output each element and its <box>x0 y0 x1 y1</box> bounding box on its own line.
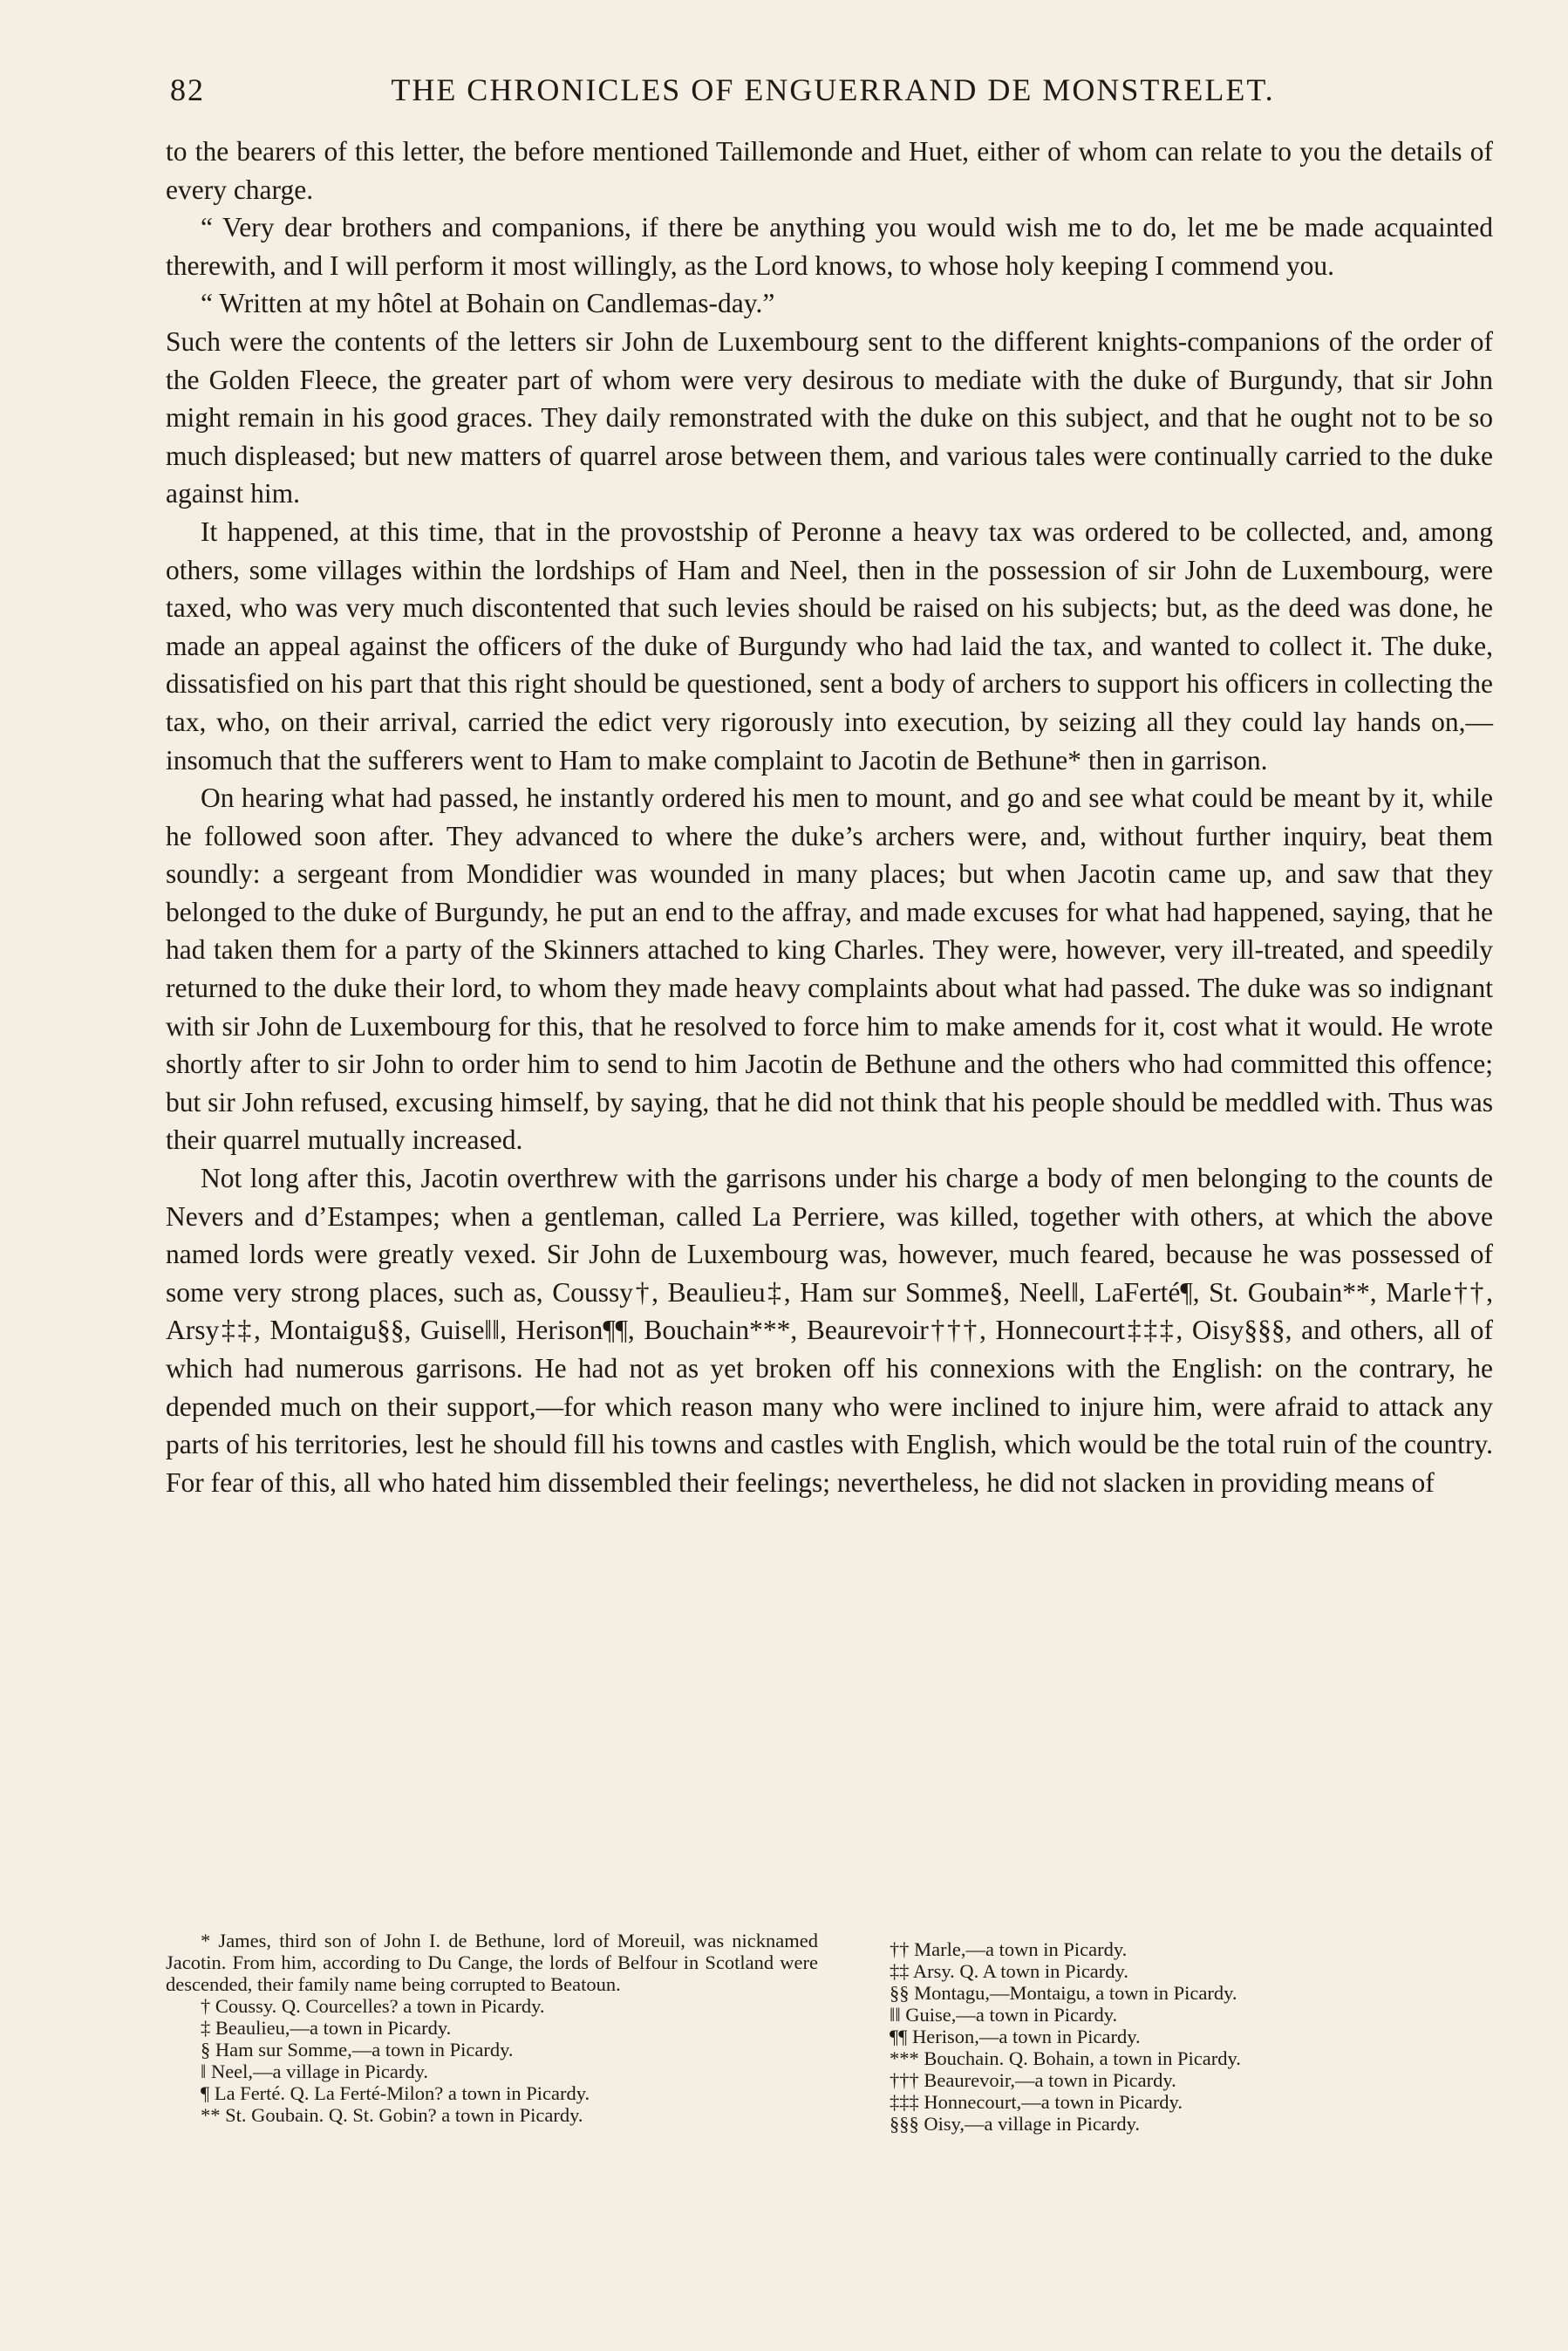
paragraph: It happened, at this time, that in the provostship of Peronne a heavy tax was ordered to be collected, and, among others, some villages within the lordships of Ham and Neel, then in the possession of sir John de Luxembourg, were taxed, who was very much discontented that such levies should be raised on his subjects; but, as the deed was done, he made an appeal against the officers of the duke of Burgundy who had laid the tax, and wanted to collect it. The duke, dissatisfied on his part that this right should be questioned, sent a body of archers to support his officers in collecting the tax, who, on their arrival, carried the edict very rigorously into execution, by seizing all they could lay hands on,—insomuch that the sufferers went to Ham to make complaint to Jacotin de Bethune* then in garrison. <box>166 516 1493 776</box>
footnote: ‡‡ Arsy. Q. A town in Picardy. <box>890 1960 1128 1982</box>
footnotes <box>166 1930 1500 2135</box>
paragraph: Not long after this, Jacotin overthrew with the garrisons under his charge a body of men belonging to the counts de Nevers and d’Estampes; when a gentleman, called La Perriere, was killed, together with others, at which the above named lords were greatly vexed. Sir John de Luxembourg was, however, much feared, because he was possessed of some very strong places, such as, Coussy†, Beaulieu‡, Ham sur Somme§, Neel‖, LaFerté¶, St. Goubain**, Marle††, Arsy‡‡, Montaigu§§, Guise‖‖, Herison¶¶, Bouchain***, Beaurevoir†††, Honnecourt‡‡‡, Oisy§§§, and others, all of which had numerous garrisons. He had not as yet broken off his connexions with the English: on the contrary, he depended much on their support,—for which reason many who were inclined to injure him, were afraid to attack any parts of his territories, lest he should fill his towns and castles with English, which would be the total ruin of the country. For fear of this, all who hated him dissembled their feelings; nevertheless, he did not slacken in providing means of <box>166 1163 1493 1498</box>
running-title: THE CHRONICLES OF ENGUERRAND DE MONSTRELET. <box>391 72 1275 107</box>
footnote: ‡‡‡ Honnecourt,—a town in Picardy. <box>890 2091 1183 2113</box>
paragraph: Such were the contents of the letters sir John de Luxembourg sent to the different knights-companions of the order of the Golden Fleece, the greater part of whom were very desirous to mediate with the duke of Burgundy, that sir John might remain in his good graces. They daily remonstrated with the duke on this subject, and that he ought not to be so much displeased; but new matters of quarrel arose between them, and various tales were continually carried to the duke against him. <box>166 325 1493 509</box>
footnote: ‡ Beaulieu,—a town in Picardy. <box>201 2017 452 2039</box>
footnotes-left-column <box>166 1930 818 2135</box>
page-number: 82 <box>170 72 205 107</box>
footnote: *** Bouchain. Q. Bohain, a town in Picardy. <box>890 2047 1241 2069</box>
paragraph: “ Very dear brothers and companions, if there be anything you would wish me to do, let me be made acquainted therewith, and I will perform it most willingly, as the Lord knows, to whose holy keeping I commend you. <box>166 212 1493 281</box>
page-header <box>170 72 1496 110</box>
footnote: † Coussy. Q. Courcelles? a town in Picardy. <box>201 1995 545 2017</box>
footnote: ** St. Goubain. Q. St. Gobin? a town in Picardy. <box>201 2104 583 2126</box>
footnote: § Ham sur Somme,—a town in Picardy. <box>201 2039 514 2061</box>
paragraph: “ Written at my hôtel at Bohain on Candlemas-day.” <box>201 288 775 319</box>
footnote: §§§ Oisy,—a village in Picardy. <box>890 2113 1141 2135</box>
footnote: †† Marle,—a town in Picardy. <box>890 1938 1128 1960</box>
body-text <box>166 133 1493 1501</box>
footnote: ¶ La Ferté. Q. La Ferté-Milon? a town in Picardy. <box>201 2082 590 2104</box>
footnote: §§ Montagu,—Montaigu, a town in Picardy. <box>890 1982 1237 2004</box>
footnotes-right-column <box>890 1938 1500 2135</box>
footnote: ††† Beaurevoir,—a town in Picardy. <box>890 2069 1176 2091</box>
footnote: ¶¶ Herison,—a town in Picardy. <box>890 2026 1141 2047</box>
footnote: ‖‖ Guise,—a town in Picardy. <box>890 2004 1118 2026</box>
paragraph: On hearing what had passed, he instantly ordered his men to mount, and go and see what could be meant by it, while he followed soon after. They advanced to where the duke’s archers were, and, without further inquiry, beat them soundly: a sergeant from Mondidier was wounded in many places; but when Jacotin came up, and saw that they belonged to the duke of Burgundy, he put an end to the affray, and made excuses for what had happened, saying, that he had taken them for a party of the Skinners attached to king Charles. They were, however, very ill-treated, and speedily returned to the duke their lord, to whom they made heavy complaints about what had passed. The duke was so indignant with sir John de Luxembourg for this, that he resolved to force him to make amends for it, cost what it would. He wrote shortly after to sir John to order him to send to him Jacotin de Bethune and the others who had committed this offence; but sir John refused, excusing himself, by saying, that he did not think that his people should be meddled with. Thus was their quarrel mutually increased. <box>166 783 1493 1156</box>
footnote: * James, third son of John I. de Bethune, lord of Moreuil, was nicknamed Jacotin. From him, according to Du Cange, the lords of Belfour in Scotland were descended, their family name being corrupted to Beatoun. <box>166 1930 818 1995</box>
paragraph: to the bearers of this letter, the before mentioned Taillemonde and Huet, either of whom can relate to you the details of every charge. <box>166 136 1493 205</box>
footnote: ‖ Neel,—a village in Picardy. <box>201 2061 429 2082</box>
